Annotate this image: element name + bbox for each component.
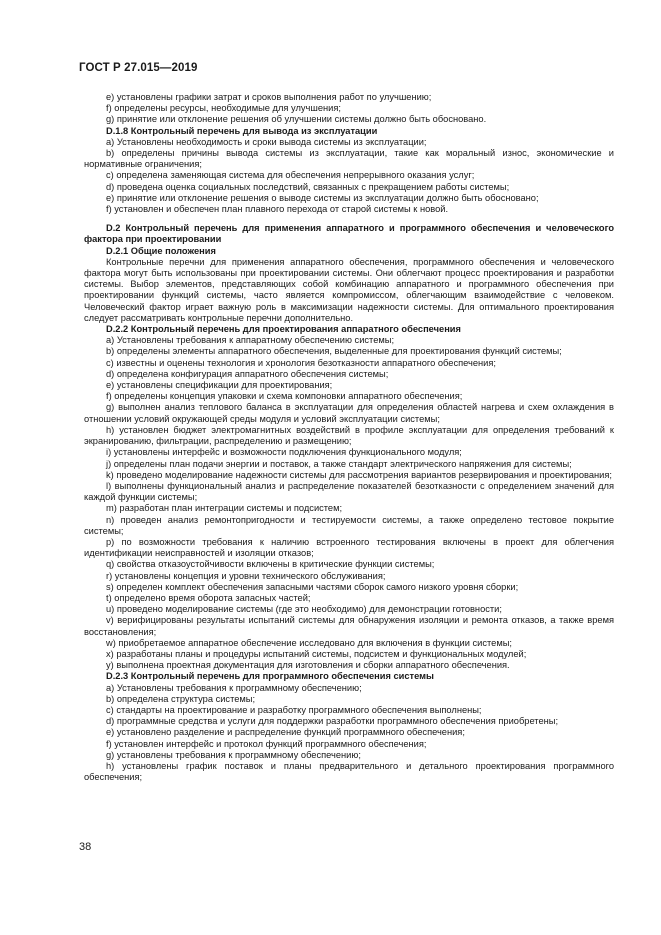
list-item: d) программные средства и услуги для поддержки разработки программного обеспечения приобретены; <box>106 716 559 727</box>
list-item: j) определены план подачи энергии и поставок, а также стандарт электрического напряжения для системы; <box>106 458 572 469</box>
list-item: t) определено время оборота запасных частей; <box>106 592 311 603</box>
list-item: e) принятие или отклонение решения о выводе системы из эксплуатации должно быть обосновано; <box>106 192 539 203</box>
section-heading-d23: D.2.3 Контрольный перечень для программного обеспечения системы <box>106 671 434 682</box>
list-item: g) выполнен анализ теплового баланса в эксплуатации для определения областей нагрева и схем охлаждения в отношении условий окружающей среды модуля и условий эксплуатации системы; <box>84 402 614 424</box>
list-item: h) установлены график поставок и планы предварительного и детального проектирования программного обеспечения; <box>84 760 614 783</box>
list-item: c) стандарты на проектирование и разработку программного обеспечения выполнены; <box>106 704 482 715</box>
list-item: w) приобретаемое аппаратное обеспечение исследовано для включения в функции системы; <box>106 637 512 648</box>
list-item: m) разработан план интеграции системы и подсистем; <box>106 503 343 514</box>
section-heading-d21: D.2.1 Общие положения <box>106 245 216 256</box>
list-item: c) известны и оценены технология и хронология безотказности аппаратного обеспечения; <box>106 357 496 368</box>
list-item: e) установлено разделение и распределение функций программного обеспечения; <box>106 727 465 738</box>
section-heading-d22: D.2.2 Контрольный перечень для проектирования аппаратного обеспечения <box>106 324 461 335</box>
list-item: d) проведена оценка социальных последствий, связанных с прекращением работы системы; <box>106 181 510 192</box>
list-item: e) установлены спецификации для проектирования; <box>106 380 333 391</box>
page-number: 38 <box>79 841 92 853</box>
list-item: s) определен комплект обеспечения запасными частями сборок самого низкого уровня сборки; <box>106 581 519 592</box>
list-item: x) разработаны планы и процедуры испытаний системы, подсистем и функциональных модулей; <box>106 648 527 659</box>
document-header: ГОСТ Р 27.015—2019 <box>79 62 198 74</box>
list-item: q) свойства отказоустойчивости включены в критические функции системы; <box>106 559 435 570</box>
list-item: h) установлен бюджет электромагнитных воздействий в профиле эксплуатации для определения требований к экранированию, фильтрации, распределению и размещению; <box>84 424 614 447</box>
list-item: g) принятие или отклонение решения об улучшении системы должно быть обосновано. <box>106 114 487 125</box>
list-item: a) Установлены необходимость и сроки вывода системы из эксплуатации; <box>106 136 427 147</box>
list-item: u) проведено моделирование системы (где это необходимо) для демонстрации готовности; <box>106 604 502 615</box>
list-item: k) проведено моделирование надежности системы для рассмотрения вариантов резервирования и проектирования; <box>106 469 612 480</box>
list-item: a) Установлены требования к программному обеспечению; <box>106 682 362 693</box>
list-item: f) определены концепция упаковки и схема компоновки аппаратного обеспечения; <box>106 391 463 402</box>
list-item: d) определена конфигурация аппаратного обеспечения системы; <box>106 368 389 379</box>
list-item: f) установлен интерфейс и протокол функций программного обеспечения; <box>106 738 427 749</box>
document-body <box>84 92 614 783</box>
list-item: n) проведен анализ ремонтопригодности и тестируемости системы, а также определено тестовое покрытие системы; <box>84 514 614 536</box>
list-item: g) установлены требования к программному обеспечению; <box>106 749 361 760</box>
list-item: b) определены причины вывода системы из эксплуатации, такие как моральный износ, экономические и нормативные ограничения; <box>84 148 614 170</box>
list-item: p) по возможности требования к наличию встроенного тестирования включены в проект для облегчения идентификации неисправностей и изоляции отказов; <box>84 536 614 559</box>
list-item: f) установлен и обеспечен план плавного перехода от старой системы к новой. <box>106 204 449 215</box>
section-heading-d2: D.2 Контрольный перечень для применения аппаратного и программного обеспечения и человеческого фактора при проектировании <box>84 223 614 245</box>
list-item: e) установлены графики затрат и сроков выполнения работ по улучшению; <box>106 92 432 102</box>
list-item: y) выполнена проектная документация для изготовления и сборки аппаратного обеспечения. <box>106 660 510 671</box>
list-item: i) установлены интерфейс и возможности подключения функционального модуля; <box>106 447 462 458</box>
list-item: l) выполнены функциональный анализ и распределение показателей безотказности с определением значений для каждой функции системы; <box>84 480 614 503</box>
list-item: v) верифицированы результаты испытаний системы для обнаружения изоляции и ремонта отказов, а также время восстановления; <box>84 615 614 637</box>
section-heading-d18: D.1.8 Контрольный перечень для вывода из эксплуатации <box>106 125 378 136</box>
list-item: r) установлены концепция и уровни технического обслуживания; <box>106 570 386 581</box>
list-item: c) определена заменяющая система для обеспечения непрерывного оказания услуг; <box>106 170 475 181</box>
list-item: a) Установлены требования к аппаратному обеспечению системы; <box>106 335 395 346</box>
list-item: f) определены ресурсы, необходимые для улучшения; <box>106 103 341 114</box>
list-item: b) определены элементы аппаратного обеспечения, выделенные для проектирования функций системы; <box>106 346 562 357</box>
paragraph: Контрольные перечни для применения аппаратного обеспечения, программного обеспечения и человеческого фактора могут быть использованы при проектировании системы. Они облегчают процесс проектирования и разработки системы. Выбор элементов, представляющих собой комбинацию аппаратного и программного обеспечения при проектировании функций системы, часто является компромиссом, облегчающим взаимодействие с человеком. Человеческий фактор играет важную роль в максимизации надежности системы. Для оптимального проектирования следует рассматривать контрольные перечни дополнительно. <box>84 256 614 323</box>
list-item: b) определена структура системы; <box>106 693 256 704</box>
